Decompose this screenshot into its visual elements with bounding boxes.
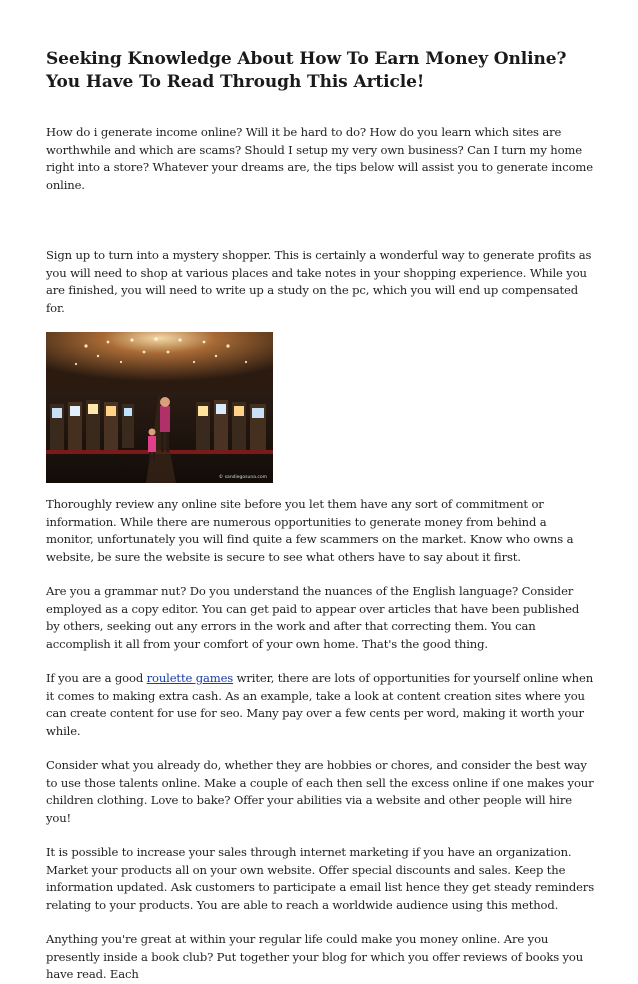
photo-watermark: © sandiegosuna.com (218, 475, 267, 480)
article (46, 48, 594, 984)
hobbies-paragraph: Consider what you already do, whether they are hobbies or chores, and consider the best way to use those talents online. Make a couple of each then sell the excess online if one makes your children clothing. Love to bake? Offer your abilities via a website and other people will hire you! (46, 758, 594, 825)
mystery-shopper-paragraph: Sign up to turn into a mystery shopper. This is certainly a wonderful way to generate profits as you will need to shop at various places and take notes in your shopping experience. While you are finished, you will need to write up a study on the pc, which you will end up compensated for. (46, 248, 592, 315)
writer-text-after: writer, there are lots of opportunities for yourself online when it comes to making extra cash. As an example, take a look at content creation sites where you can create content for use for seo. Many pay over a few cents per word, making it worth your while. (46, 671, 594, 738)
roulette-games-link[interactable]: roulette games (146, 671, 234, 685)
casino-photo (46, 332, 273, 483)
casino-photo-icon (46, 332, 273, 483)
marketing-paragraph: It is possible to increase your sales through internet marketing if you have an organization. Market your products all on your own website. Offer special discounts and sales. Keep the information updated. Ask customers to participate a email list hence they get steady reminders relating to your products. You are able to reach a worldwide audience using this method. (46, 845, 594, 912)
grammar-paragraph: Are you a grammar nut? Do you understand the nuances of the English language? Consider employed as a copy editor. You can get paid to appear over articles that have been published by others, seeking out any errors in the work and after that correcting them. You can accomplish it all from your comfort of your own home. That's the good thing. (46, 584, 580, 651)
intro-paragraph: How do i generate income online? Will it be hard to do? How do you learn which sites are worthwhile and which are scams? Should I setup my very own business? Can I turn my home right into a store? Whatever your dreams are, the tips below will assist you to generate income online. (46, 125, 593, 192)
article-title: Seeking Knowledge About How To Earn Money Online? You Have To Read Through This Article! (46, 49, 567, 92)
review-paragraph: Thoroughly review any online site before you let them have any sort of commitment or information. While there are numerous opportunities to generate money from behind a monitor, unfortunately you will find quite a few scammers on the market. Know who owns a website, be sure the website is secure to see what others have to say about it first. (46, 497, 574, 564)
writer-paragraph (46, 670, 594, 740)
writer-text-before: If you are a good (46, 671, 147, 685)
book-club-paragraph: Anything you're great at within your regular life could make you money online. Are you presently inside a book club? Put together your blog for which you offer reviews of books you have read. Each (46, 932, 584, 981)
